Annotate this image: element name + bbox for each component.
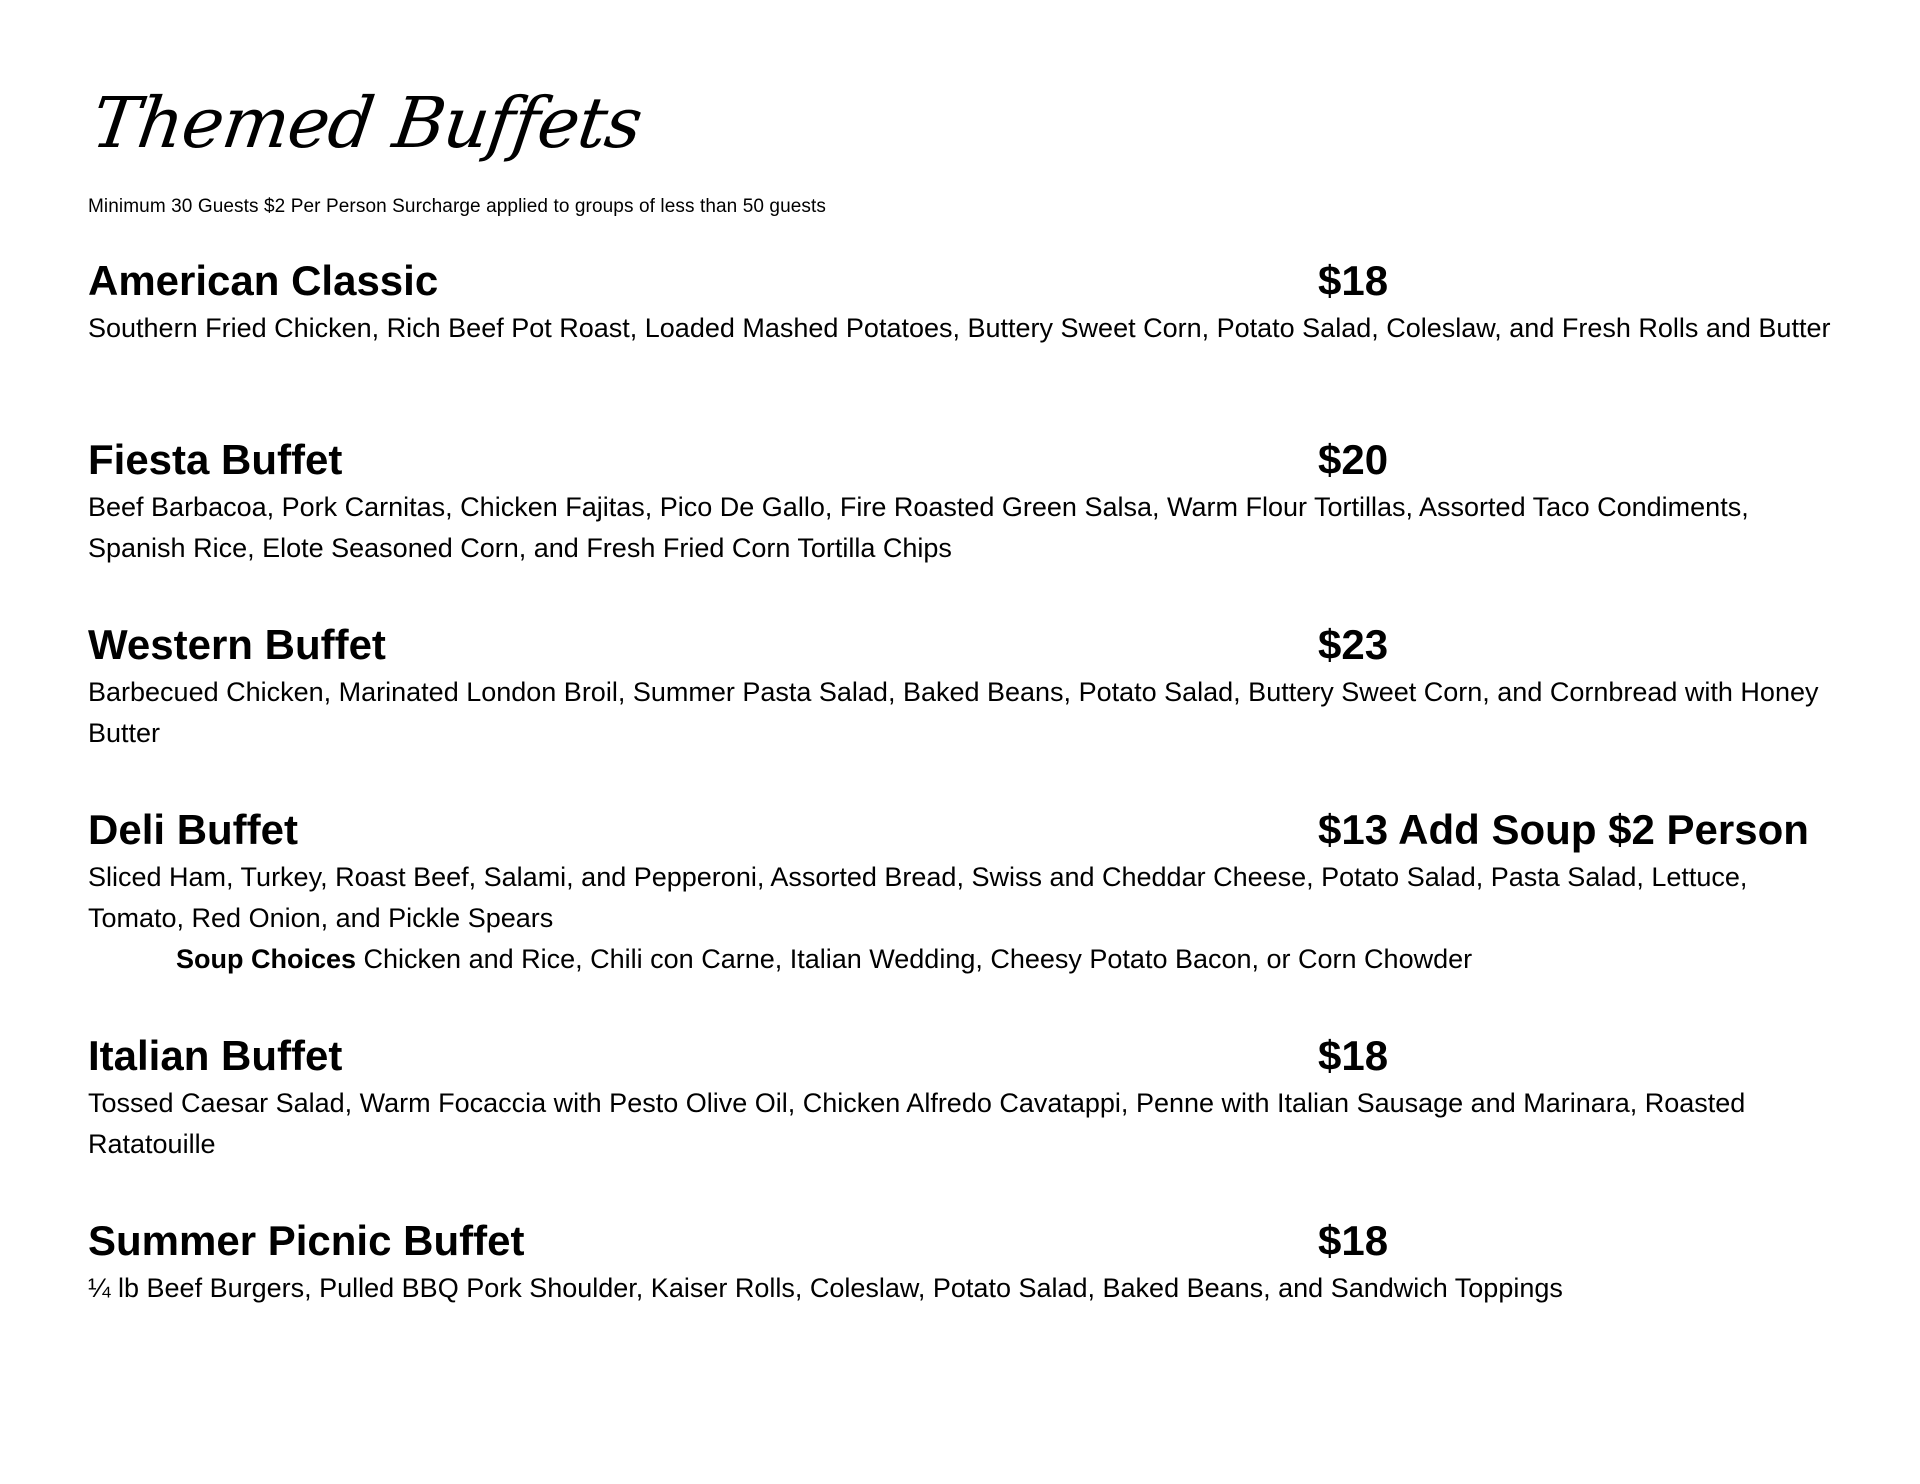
section-description: Tossed Caesar Salad, Warm Focaccia with Pesto Olive Oil, Chicken Alfredo Cavatappi, Penne with Italian Sausage and Marinara, Roasted Ratatouille [88,1088,1746,1159]
menu-section-fiesta-buffet [88,435,1848,569]
section-header [88,256,1848,306]
section-header [88,1031,1848,1081]
section-description: ¼ lb Beef Burgers, Pulled BBQ Pork Shoulder, Kaiser Rolls, Coleslaw, Potato Salad, Baked Beans, and Sandwich Toppings [88,1273,1563,1303]
section-price: $13 Add Soup $2 Person [1318,806,1809,853]
section-name: Italian Buffet [88,1032,343,1079]
section-price: $18 [1318,1217,1389,1264]
soup-choices-list: Chicken and Rice, Chili con Carne, Italian Wedding, Cheesy Potato Bacon, or Corn Chowder [356,944,1473,974]
soup-choices [88,939,1848,980]
section-description: Sliced Ham, Turkey, Roast Beef, Salami, and Pepperoni, Assorted Bread, Swiss and Cheddar Cheese, Potato Salad, Pasta Salad, Lettuce, Tomato, Red Onion, and Pickle Spears [88,862,1748,933]
section-price: $18 [1318,257,1389,304]
section-header [88,1216,1848,1266]
section-header [88,435,1848,485]
menu-section-western-buffet [88,620,1848,754]
section-price: $18 [1318,1032,1389,1079]
section-description: Beef Barbacoa, Pork Carnitas, Chicken Fajitas, Pico De Gallo, Fire Roasted Green Salsa, Warm Flour Tortillas, Assorted Taco Condiments, Spanish Rice, Elote Seasoned Corn, and Fresh Fried Corn Tortilla Chips [88,492,1749,563]
section-name: Western Buffet [88,621,386,668]
section-description: Southern Fried Chicken, Rich Beef Pot Roast, Loaded Mashed Potatoes, Buttery Sweet Corn, Potato Salad, Coleslaw, and Fresh Rolls and Butter [88,313,1831,343]
section-price: $23 [1318,621,1389,668]
section-header [88,620,1848,670]
menu-section-italian-buffet [88,1031,1848,1165]
section-description: Barbecued Chicken, Marinated London Broil, Summer Pasta Salad, Baked Beans, Potato Salad, Buttery Sweet Corn, and Cornbread with Honey Butter [88,677,1819,748]
section-name: Deli Buffet [88,806,298,853]
section-header [88,805,1848,855]
page-title: Themed Buffets [87,82,647,164]
page-subtitle: Minimum 30 Guests $2 Per Person Surcharge applied to groups of less than 50 guests [88,196,826,217]
section-name: American Classic [88,257,439,304]
section-price: $20 [1318,436,1389,483]
soup-choices-label: Soup Choices [176,944,357,974]
section-name: Fiesta Buffet [88,436,343,483]
menu-section-summer-picnic-buffet [88,1216,1848,1309]
menu-section-deli-buffet [88,805,1848,980]
menu-section-american-classic [88,256,1848,349]
section-name: Summer Picnic Buffet [88,1217,525,1264]
